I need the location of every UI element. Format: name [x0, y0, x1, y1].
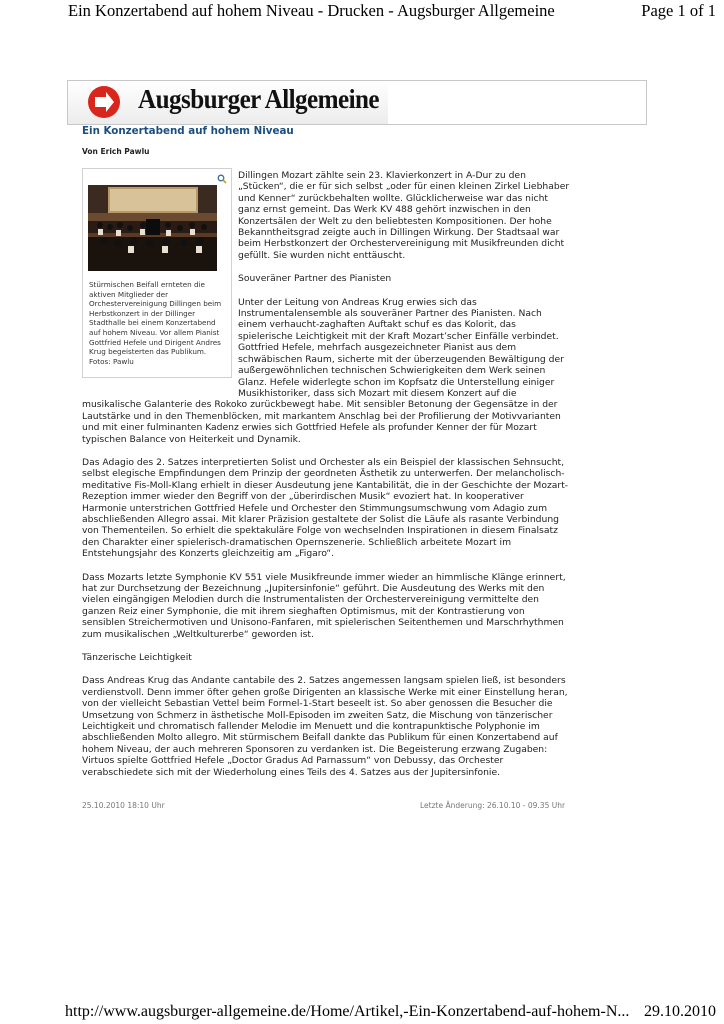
print-footer-url: http://www.augsburger-allgemeine.de/Home/Artikel,-Ein-Konzertabend-auf-hohem-N... [65, 1003, 630, 1020]
print-page-number: Page 1 of 1 [641, 1, 716, 20]
article-body [82, 170, 570, 790]
print-title: Ein Konzertabend auf hohem Niveau - Drucken - Augsburger Allgemeine [68, 1, 555, 20]
photo-float-spacer [82, 170, 238, 392]
print-header [0, 0, 724, 22]
article-subheading: Souveräner Partner des Pianisten [238, 273, 392, 285]
article-paragraph: Dillingen Mozart zählte sein 23. Klavierkonzert in A-Dur zu den „Stücken“, die er für sich selbst „oder für einen kleinen Zirkel Liebhaber und Kenner“ zurückbehalten wollte. Glücklicherweise war das nicht ganz ernst gemeint. Das Werk KV 488 gehört inzwischen in den Konzertsälen der Welt zu den beliebtesten Kompositionen. Der hohe Bekanntheitsgrad zeigte auch in Dillingen Wirkung. Der Stadtsaal war beim Herbstkonzert der Orchestervereinigung mit Musikfreunden dicht gefüllt. Sie wurden nicht enttäuscht. [238, 170, 570, 261]
masthead-logo-text: Augsburger Allgemeine [138, 84, 380, 114]
photo-caption: Stürmischen Beifall ernteten die aktiven Mitglieder der Orchestervereinigung Dillingen beim Herbstkonzert in der Dillinger Stadthalle bei einem Konzertabend auf hohem Niveau. Vor allem Pianist Gottfried Hefele und Dirigent Andres Krug begeisterten das Publikum. Fotos: Pawlu [89, 280, 222, 366]
article-headline: Ein Konzertabend auf hohem Niveau [82, 125, 294, 137]
masthead [67, 80, 647, 125]
updated-timestamp: Letzte Änderung: 26.10.10 - 09.35 Uhr [420, 801, 566, 810]
published-timestamp: 25.10.2010 18:10 Uhr [82, 801, 165, 810]
article-paragraph: Das Adagio des 2. Satzes interpretierten Solist und Orchester als ein Beispiel der klassischen Sehnsucht, selbst elegische Empfindungen dem Prinzip der geordneten Ästhetik zu unterwerfen. Der melancholisch-meditative Fis-Moll-Klang erhielt in dieser Ausdeutung jene Kantabilität, die in der Geschichte der Mozart-Rezeption immer wieder den Begriff von der „überirdischen Musik“ evoziert hat. In kooperativer Harmonie unterstrichen Gottfried Hefele und Orchester den Stimmungsumschwung vom Adagio zum abschließenden Allegro assai. Mit klarer Präzision gestaltete der Solist die Läufe als rasante Verbindung von Thementeilen. So erhielt die spektakuläre Folge von wechselnden Inspirationen in diesem Finalsatz den Charakter einer spielerisch-dramatischen Opernszenerie. Schließlich arbeitete Mozart im Entstehungsjahr des Konzerts gleichzeitig am „Figaro“. [82, 456, 569, 560]
article-byline: Von Erich Pawlu [82, 147, 150, 156]
article-paragraph: Dass Andreas Krug das Andante cantabile des 2. Satzes angemessen langsam spielen ließ, ist besonders verdienstvoll. Denn immer öfter gehen große Dirigenten an klassische Werke mit einer Einstellung heran, von der vielleicht Sebastian Vettel beim Formel-1-Start beseelt ist. So aber genossen die Besucher die Umsetzung von Schmerz in ästhetische Moll-Episoden im zweiten Satz, die Mischung von tänzerischer Leichtigkeit und chromatisch fallender Melodie im Menuett und die kontrapunktische Polyphonie im abschließenden Molto allegro. Mit stürmischem Beifall dankte das Publikum für einen Konzertabend auf hohem Niveau, der auch mehreren Sponsoren zu verdanken ist. Die Begeisterung erzwang Zugaben: Virtuos spielte Gottfried Hefele „Doctor Gradus Ad Parnassum“ von Debussy, das Orchester verabschiedete sich mit der Wiederholung eines Teils des 4. Satzes aus der Jupitersinfonie. [82, 675, 568, 778]
article-paragraph: Dass Mozarts letzte Symphonie KV 551 viele Musikfreunde immer wieder an himmlische Klänge erinnert, hat zur Durchsetzung der Bezeichnung „Jupitersinfonie“ geführt. Die Ausdeutung des Werks mit den vielen eingängigen Melodien durch die Instrumentalisten der Orchestervereinigung vermittelte den ganzen Reiz einer Symphonie, die mit ihrem sieghaften Optimismus, mit der Kontrastierung von sensiblen Streichermotiven und Unisono-Fanfaren, mit spielerischen Seitenthemen und Marschrhythmen zum musikalischen „Weltkulturerbe“ geworden ist. [82, 571, 566, 640]
masthead-band [68, 81, 388, 124]
red-arrow-circle-icon [88, 86, 120, 118]
article-paragraph: Unter der Leitung von Andreas Krug erwies sich das Instrumentalensemble als souveräner Partner des Pianisten. Nach einem verhaucht-zaghaften Auftakt schuf es das Kolorit, das spielerische Leichtigkeit mit der Kraft Mozart’scher Einfälle verbindet. Gottfried Hefele, mehrfach ausgezeichneter Pianist aus dem schwäbischen Raum, sicherte mit der überzeugenden Bewältigung der außergewöhnlichen technischen Schwierigkeiten dem Werk seinen Glanz. Hefele widerlegte schon im Kopfsatz die Unterstellung einiger Musikhistoriker, dass sich Mozart mit diesem Konzert auf die musikalische Galanterie des Rokoko zurückbewegt habe. Mit sensibler Betonung der Gegensätze in der Lautstärke und in den Themenblöcken, mit markantem Anschlag bei der Profilierung der Motivvarianten und mit einer fulminanten Kadenz erwies sich Gottfried Hefele als profunder Kenner der für Mozart typischen Balance von Heiterkeit und Dynamik. [82, 296, 564, 445]
print-footer-date: 29.10.2010 [644, 1003, 716, 1020]
article-subheading: Tänzerische Leichtigkeit [82, 652, 192, 664]
